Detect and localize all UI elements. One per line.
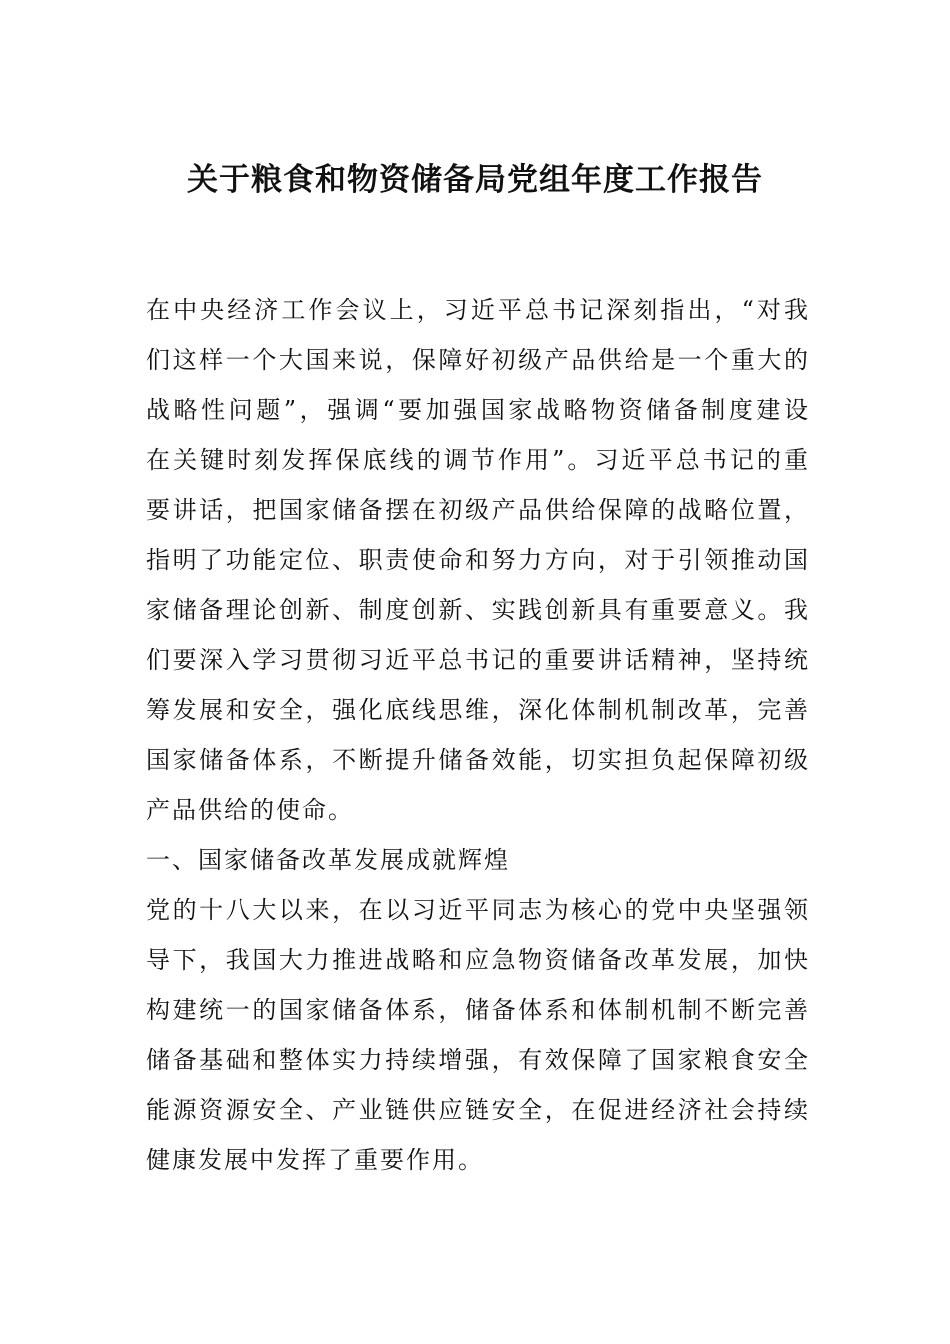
- document-title: 关于粮食和物资储备局党组年度工作报告: [187, 162, 763, 198]
- document-body: [146, 290, 810, 1190]
- paragraph-line: 筹发展和安全，强化底线思维，深化体制机制改革，完善: [146, 696, 810, 724]
- paragraph-line: 党的十八大以来，在以习近平同志为核心的党中央坚强领: [146, 896, 810, 924]
- section-heading: 一、国家储备改革发展成就辉煌: [146, 846, 510, 874]
- paragraph-line: 要讲话，把国家储备摆在初级产品供给保障的战略位置，: [146, 496, 810, 524]
- paragraph-line: 储备基础和整体实力持续增强，有效保障了国家粮食安全: [146, 1046, 810, 1074]
- paragraph-line: 构建统一的国家储备体系，储备体系和体制机制不断完善: [146, 996, 810, 1024]
- paragraph-line: 产品供给的使命。: [146, 796, 354, 824]
- paragraph-line: 在关键时刻发挥保底线的调节作用”。习近平总书记的重: [146, 446, 810, 474]
- paragraph-line: 导下，我国大力推进战略和应急物资储备改革发展，加快: [146, 946, 810, 974]
- paragraph-line: 国家储备体系，不断提升储备效能，切实担负起保障初级: [146, 746, 810, 774]
- paragraph-line: 家储备理论创新、制度创新、实践创新具有重要意义。我: [146, 596, 810, 624]
- paragraph-line: 健康发展中发挥了重要作用。: [146, 1146, 484, 1174]
- paragraph-line: 指明了功能定位、职责使命和努力方向，对于引领推动国: [146, 546, 810, 574]
- paragraph-line: 们这样一个大国来说，保障好初级产品供给是一个重大的: [146, 346, 810, 374]
- paragraph-line: 能源资源安全、产业链供应链安全，在促进经济社会持续: [146, 1096, 810, 1124]
- paragraph-line: 战略性问题”，强调“要加强国家战略物资储备制度建设: [146, 396, 810, 424]
- paragraph-line: 们要深入学习贯彻习近平总书记的重要讲话精神，坚持统: [146, 646, 810, 674]
- paragraph-line: 在中央经济工作会议上，习近平总书记深刻指出，“对我: [146, 296, 810, 324]
